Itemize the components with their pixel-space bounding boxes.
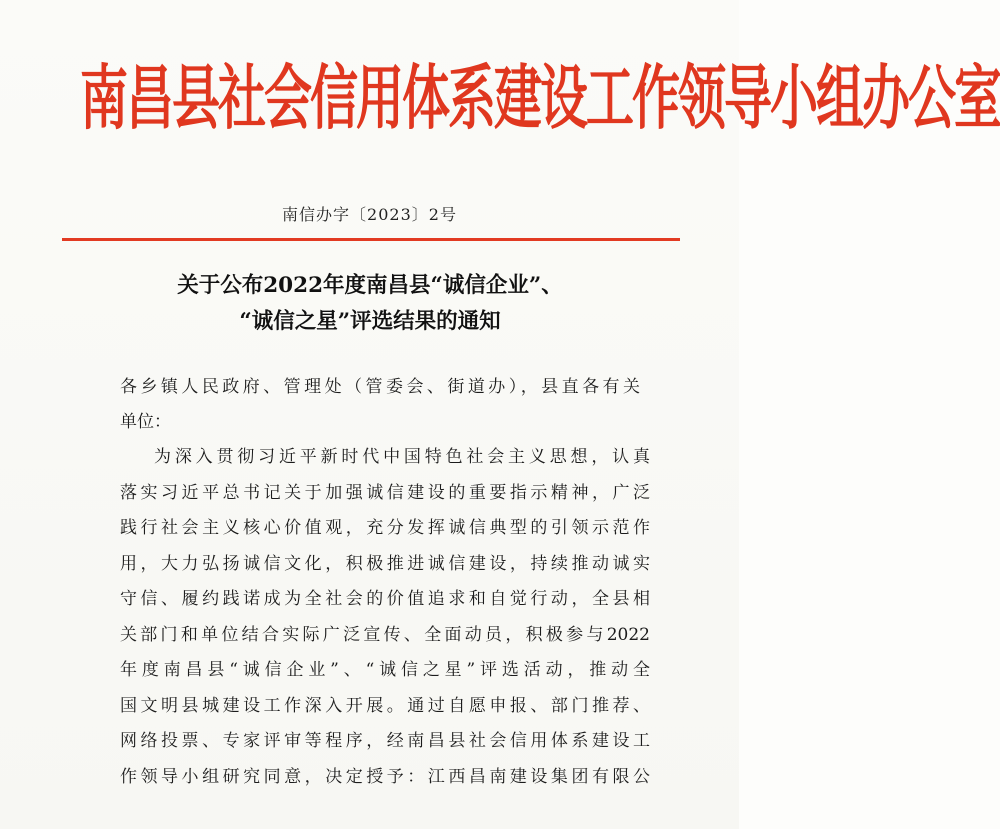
title-line-1: 关于公布2022年度南昌县“诚信企业”、 bbox=[177, 273, 563, 298]
body-line-4: 用，大力弘扬诚信文化，积极推进诚信建设，持续推动诚实 bbox=[120, 553, 650, 574]
notice-title bbox=[90, 268, 650, 340]
salutation bbox=[120, 370, 640, 440]
body-line-5: 守信、履约践诺成为全社会的价值追求和自觉行动，全县相 bbox=[120, 589, 650, 609]
body-line-2: 落实习近平总书记关于加强诚信建设的重要指示精神，广泛 bbox=[120, 482, 650, 503]
body-line-10: 作领导小组研究同意，决定授予：江西昌南建设集团有限公 bbox=[120, 766, 650, 787]
document-number: 南信办字〔2023〕2号 bbox=[282, 205, 457, 224]
salutation-line-2: 单位： bbox=[120, 412, 171, 432]
body-line-8: 国文明县城建设工作深入开展。通过自愿申报、部门推荐、 bbox=[120, 695, 650, 716]
red-divider-line bbox=[62, 238, 680, 241]
body-line-7: 年度南昌县“诚信企业”、“诚信之星”评选活动，推动全 bbox=[120, 660, 650, 680]
body-line-6: 关部门和单位结合实际广泛宣传、全面动员，积极参与2022 bbox=[120, 624, 650, 645]
issuing-office-header: 南昌县社会信用体系建设工作领导小组办公室 bbox=[80, 58, 1000, 140]
body-paragraph bbox=[120, 440, 650, 795]
body-line-9: 网络投票、专家评审等程序，经南昌县社会信用体系建设工 bbox=[120, 731, 650, 751]
title-line-2: “诚信之星”评选结果的通知 bbox=[239, 309, 501, 334]
body-line-1: 为深入贯彻习近平新时代中国特色社会主义思想，认真 bbox=[154, 447, 650, 467]
body-line-3: 践行社会主义核心价值观，充分发挥诚信典型的引领示范作 bbox=[120, 518, 650, 538]
salutation-line-1: 各乡镇人民政府、管理处（管委会、街道办），县直各有关 bbox=[120, 377, 640, 397]
